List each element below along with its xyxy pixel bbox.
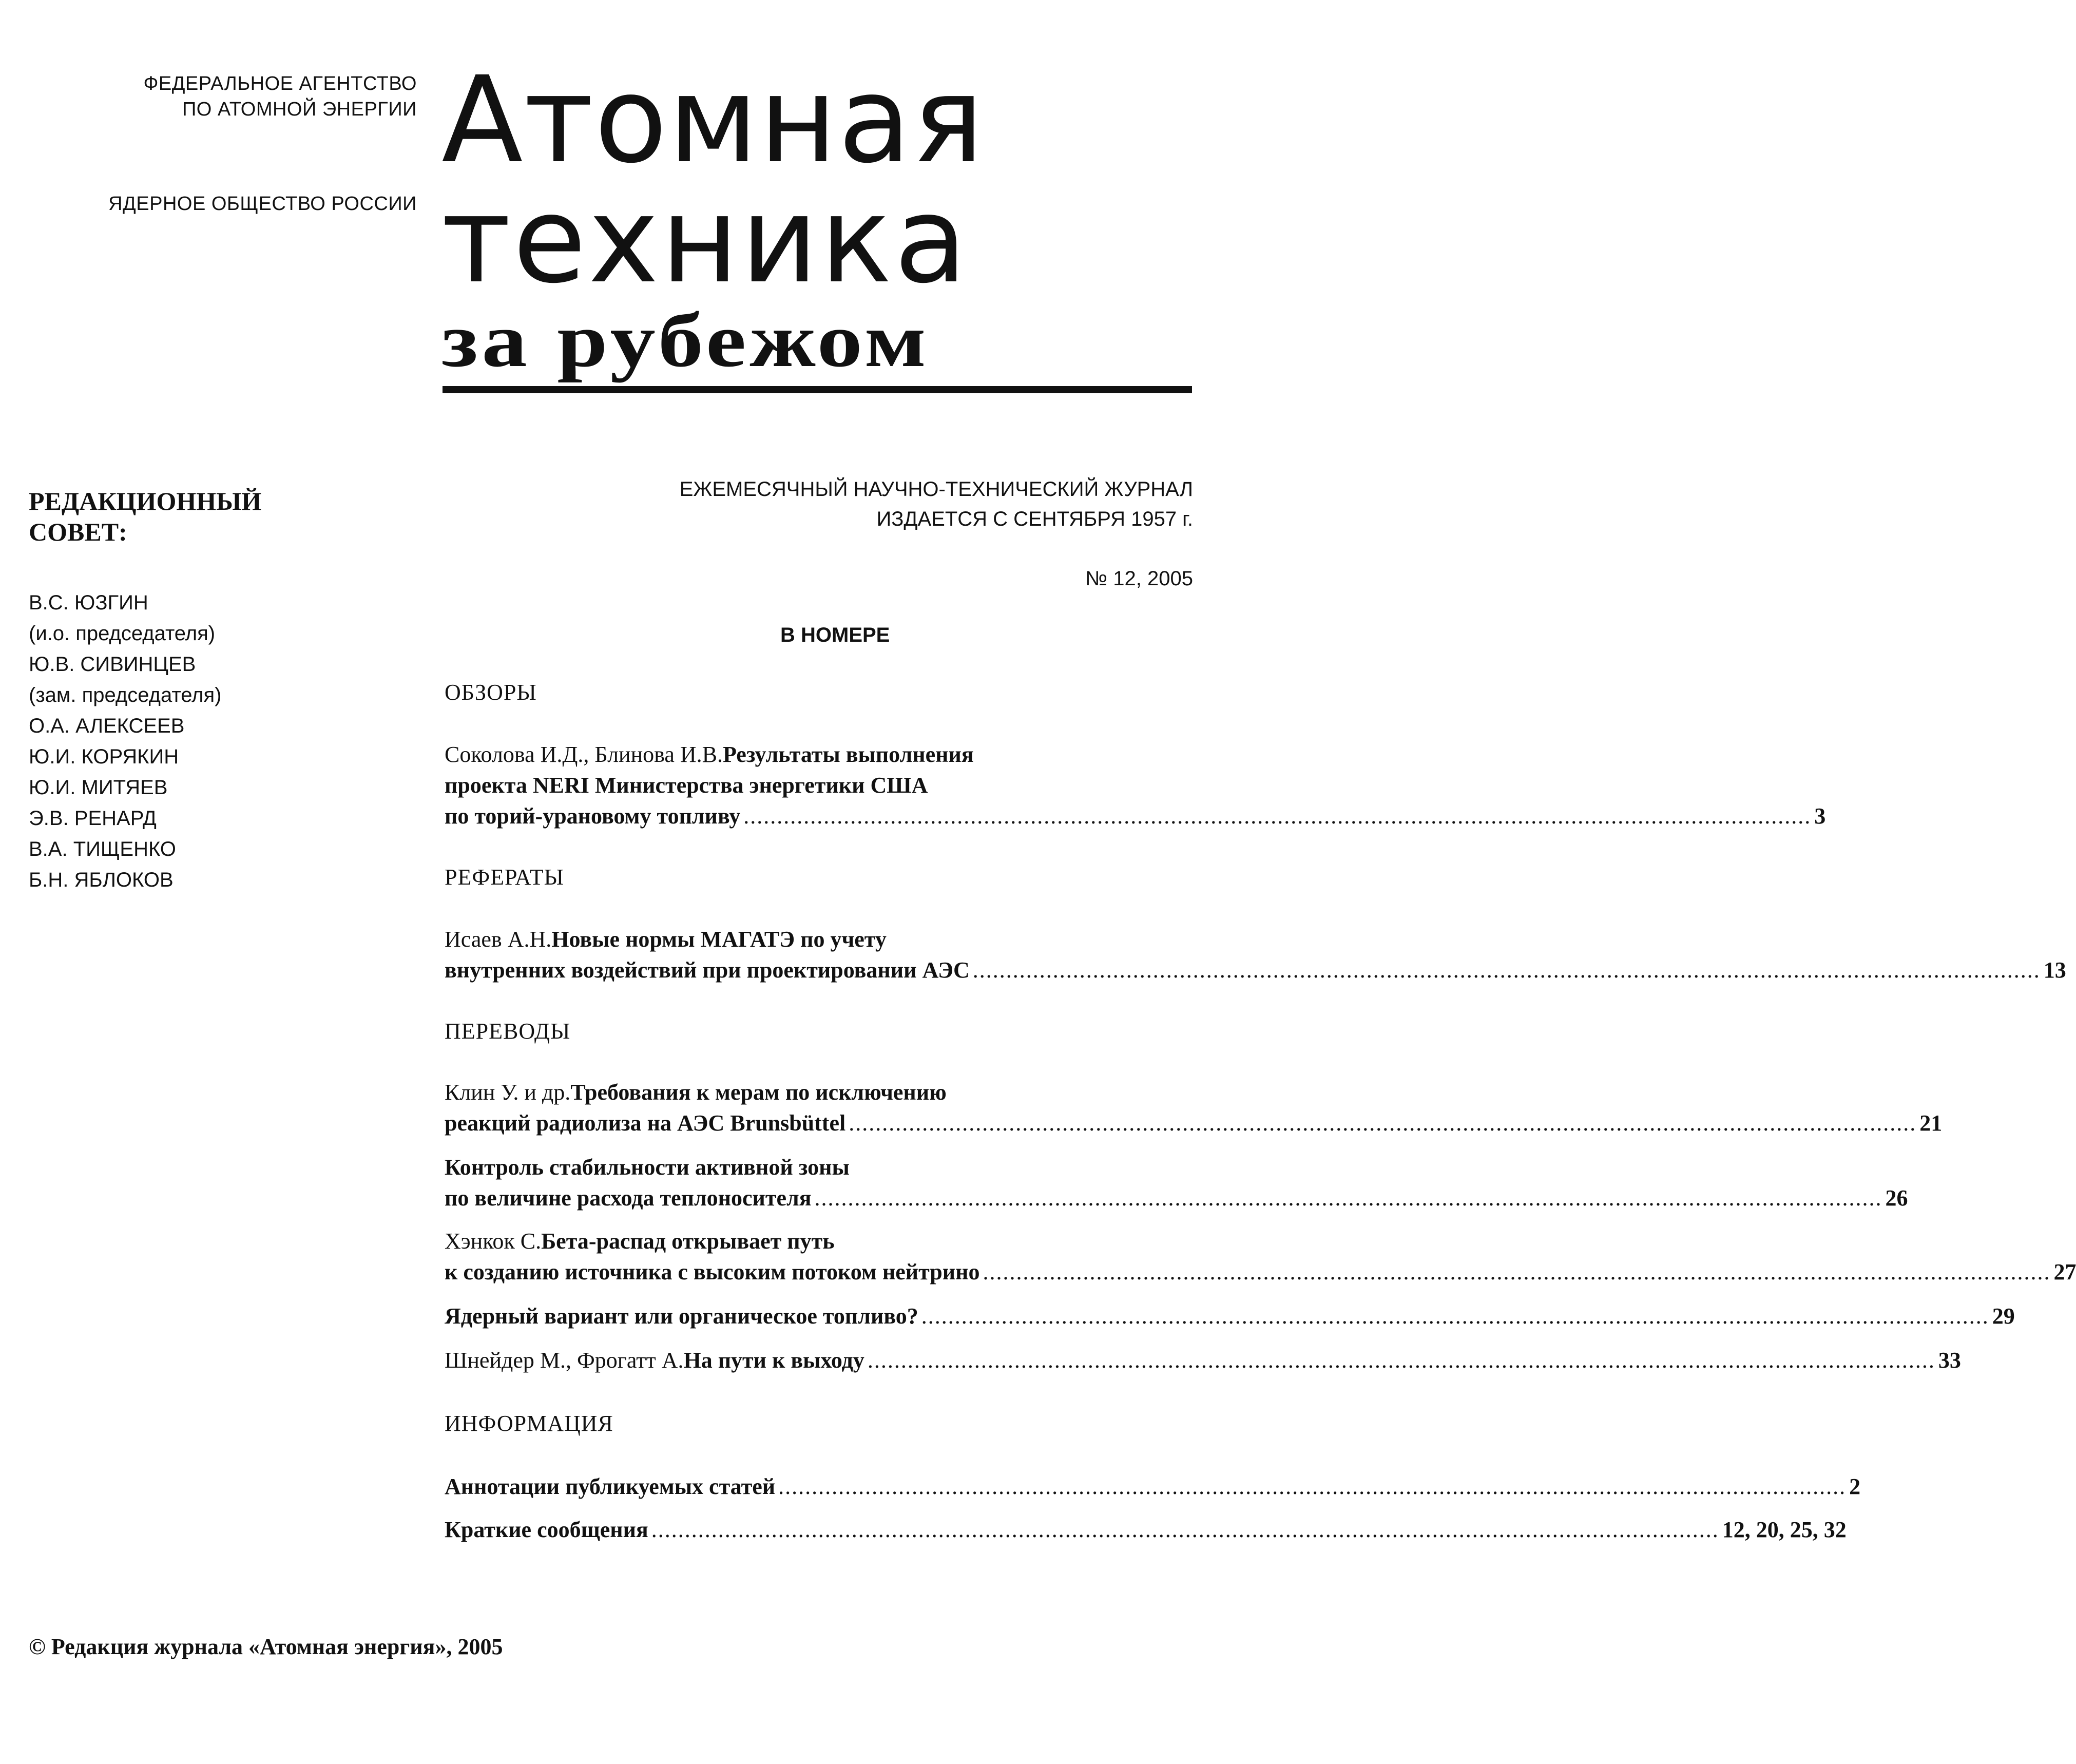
board-member: Б.Н. ЯБЛОКОВ [29,869,174,891]
entry-author: Соколова И.Д., Блинова И.В. [445,742,723,767]
entry-title: Ядерный вариант или органическое топливо? [445,1303,918,1329]
toc-entry-line [445,739,1179,770]
entry-page: 21 [1919,1110,1943,1136]
entry-title: Бета-распад открывает путь [541,1229,835,1254]
publisher-agency [143,71,417,122]
masthead-word-1: Атомная [441,51,985,189]
publisher-society: ЯДЕРНОЕ ОБЩЕСТВО РОССИИ [108,193,417,215]
contents-title: В НОМЕРЕ [780,624,890,646]
journal-line-1: ЕЖЕМЕСЯЧНЫЙ НАУЧНО-ТЕХНИЧЕСКИЙ ЖУРНАЛ [679,478,1193,501]
masthead-word-3: за рубежом [441,298,930,383]
board-member: Ю.В. СИВИНЦЕВ [29,653,196,676]
issue-number: № 12, 2005 [1085,567,1193,590]
board-members [29,587,221,895]
board-member: В.С. ЮЗГИН [29,591,148,614]
entry-page: 26 [1885,1185,1908,1211]
entry-author: Исаев А.Н. [445,927,552,952]
toc-entry-7[interactable] [445,1345,1961,1376]
entry-title: Аннотации публикуемых статей [445,1474,776,1499]
entry-title: Результаты выполнения [722,742,974,767]
toc-entry-4[interactable] [445,1152,1908,1214]
masthead-word-2: техника [441,171,969,310]
entry-page: 12, 20, 25, 32 [1722,1517,1847,1542]
dot-leader: ................................................................................................................................................................ [778,1474,1847,1499]
board-member: В.А. ТИЩЕНКО [29,838,176,860]
entry-title: Краткие сообщения [445,1517,648,1542]
toc-entry-line [445,1345,1961,1376]
entry-title: проекта NERI Министерства энергетики США [445,773,928,798]
entry-title: к созданию источника с высоким потоком нейтрино [445,1259,980,1284]
section-abstracts: РЕФЕРАТЫ [445,865,564,890]
toc-entry-line [445,1514,1847,1545]
entry-page: 2 [1849,1474,1861,1499]
entry-title: реакций радиолиза на АЭС Brunsbüttel [445,1110,846,1136]
toc-entry-3[interactable] [445,1077,1943,1139]
toc-entry-line [445,1077,1179,1108]
entry-title: Новые нормы МАГАТЭ по учету [551,927,887,952]
publisher-line-1: ФЕДЕРАЛЬНОЕ АГЕНТСТВО [143,73,417,94]
board-title-line-1: РЕДАКЦИОННЫЙ [29,487,262,515]
toc-entry-2[interactable] [445,924,2066,986]
dot-leader: ................................................................................................................................................................ [849,1110,1917,1136]
dot-leader: ................................................................................................................................................................ [651,1517,1719,1542]
board-member-role: (и.о. председателя) [29,622,216,645]
dot-leader: ................................................................................................................................................................ [983,1259,2051,1284]
entry-page: 29 [1992,1303,2015,1329]
publisher-line-2: ПО АТОМНОЙ ЭНЕРГИИ [182,99,417,120]
dot-leader: ................................................................................................................................................................ [972,957,2041,983]
entry-title: Требования к мерам по исключению [570,1080,947,1105]
board-member: Ю.И. МИТЯЕВ [29,776,168,799]
board-title-line-2: СОВЕТ: [29,517,127,546]
toc-entry-line [445,801,1826,832]
entry-title: внутренних воздействий при проектировании АЭС [445,957,970,983]
board-title [29,486,261,547]
board-member-role: (зам. председателя) [29,684,222,706]
toc-entry-line [445,924,1179,955]
dot-leader: ................................................................................................................................................................ [921,1303,1989,1329]
toc-entry-line [445,1183,1908,1214]
dot-leader: ................................................................................................................................................................ [867,1348,1935,1373]
entry-page: 33 [1938,1348,1961,1373]
board-member: Э.В. РЕНАРД [29,807,157,830]
toc-entry-line [445,1108,1943,1139]
section-translations: ПЕРЕВОДЫ [445,1019,571,1044]
entry-author: Хэнкок С. [445,1229,542,1254]
entry-page: 3 [1814,803,1826,829]
journal-line-2: ИЗДАЕТСЯ С СЕНТЯБРЯ 1957 г. [876,508,1193,530]
toc-entry-5[interactable] [445,1226,2076,1288]
dot-leader: ................................................................................................................................................................ [743,803,1812,829]
entry-author: Шнейдер М., Фрогатт А. [445,1348,684,1373]
section-reviews: ОБЗОРЫ [445,680,537,705]
entry-author: Клин У. и др. [445,1080,571,1105]
dot-leader: ................................................................................................................................................................ [814,1185,1882,1211]
toc-entry-line [445,770,1179,801]
toc-entry-9[interactable] [445,1514,1847,1545]
toc-entry-line [445,1152,1179,1183]
toc-entry-line [445,1301,2015,1332]
entry-title: На пути к выходу [683,1348,864,1373]
toc-entry-line [445,1257,2076,1288]
toc-entry-line [445,1471,1861,1502]
entry-page: 13 [2043,957,2066,983]
entry-title: Контроль стабильности активной зоны [445,1155,850,1180]
entry-title: по торий-урановому топливу [445,803,741,829]
board-member: О.А. АЛЕКСЕЕВ [29,715,185,737]
journal-description [680,474,1193,534]
entry-title: по величине расхода теплоносителя [445,1185,812,1211]
toc-entry-6[interactable] [445,1301,2015,1332]
copyright: © Редакция журнала «Атомная энергия», 2005 [29,1634,503,1659]
toc-entry-line [445,1226,1179,1257]
toc-entry-1[interactable] [445,739,1826,832]
entry-page: 27 [2053,1259,2076,1284]
toc-entry-8[interactable] [445,1471,1861,1502]
section-information: ИНФОРМАЦИЯ [445,1411,613,1436]
masthead-rule [443,386,1192,393]
board-member: Ю.И. КОРЯКИН [29,745,179,768]
toc-entry-line [445,955,2066,986]
